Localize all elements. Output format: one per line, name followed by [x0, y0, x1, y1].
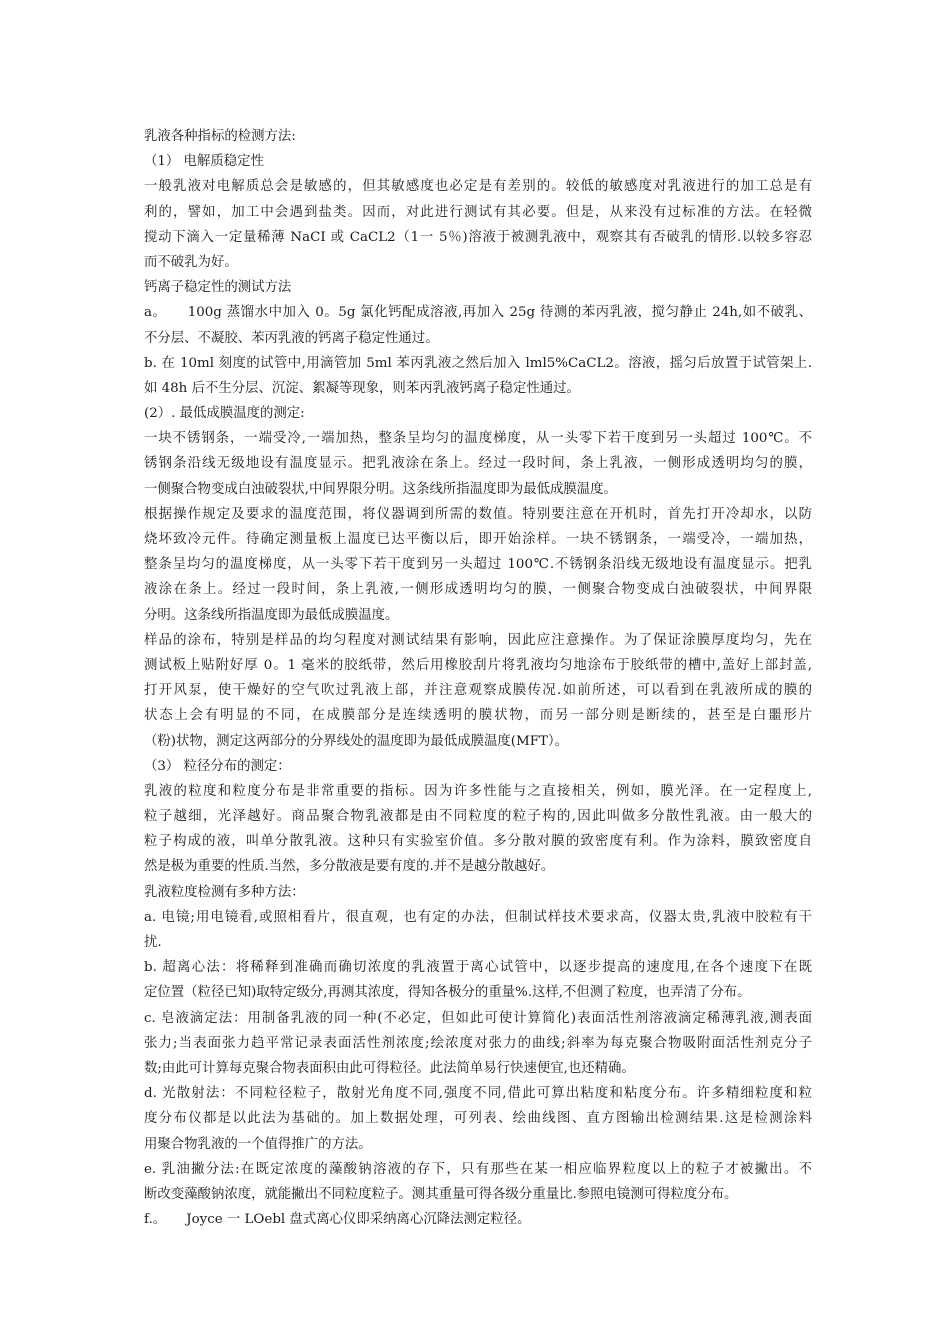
paragraph-line: 测试板上贴附好厚 0。1 毫米的胶纸带，然后用橡胶刮片将乳液均匀地涂布于胶纸带的槽中,盖好上部封盖,: [144, 657, 812, 673]
section-heading: （1） 电解质稳定性: [144, 154, 264, 170]
paragraph-line: c. 皂液滴定法：用制备乳液的同一种(不必定，但如此可使计算简化)表面活性剂溶液滴定稀薄乳液,测表面: [144, 1010, 812, 1026]
paragraph-line: 打开风泵，使干燥好的空气吹过乳液上部，并注意观察成膜传况.如前所述，可以看到在乳液所成的膜的: [144, 683, 812, 699]
paragraph-line: f.。 Joyce 一 LOebl 盘式离心仪即采纳离心沉降法测定粒径。: [144, 1212, 531, 1228]
paragraph-line: 数;由此可计算每克聚合物表面积由此可得粒径。此法简单易行快速便宜,也还精确。: [144, 1060, 635, 1076]
paragraph-line: 断改变藻酸钠浓度，就能撇出不同粒度粒子。测其重量可得各级分重量比.参照电镜测可得粒度分布。: [144, 1186, 738, 1202]
paragraph-line: 烧坏致冷元件。待确定测量板上温度已达平衡以后，即开始涂样。一块不锈钢条，一端受冷，一端加热，: [144, 532, 812, 547]
section-heading: （3） 粒径分布的测定：: [144, 758, 291, 774]
paragraph-line: 定位置（粒径已知)取特定级分,再测其浓度，得知各极分的重量%.这样,不但测了粒度，也弄清了分布。: [144, 985, 751, 1001]
paragraph-line: b. 超离心法：将稀释到准确而确切浓度的乳液置于离心试管中，以逐步提高的速度甩,在各个速度下在既: [144, 960, 812, 976]
paragraph-line: 液涂在条上。经过一段时间，条上乳液,一侧形成透明均匀的膜，一侧聚合物变成白浊破裂状，中间界限: [144, 582, 812, 598]
paragraph-line: a. 电镜;用电镜看,或照相看片，很直观，也有定的办法，但制试样技术要求高，仪器太贵,乳液中胶粒有干: [144, 909, 812, 925]
paragraph-line: a。 100g 蒸馏水中加入 0。5g 氯化钙配成溶液,再加入 25g 待测的苯丙乳液，搅匀静止 24h,如不破乳、: [144, 305, 812, 321]
paragraph-line: e. 乳油撇分法:在既定浓度的藻酸钠溶液的存下，只有那些在某一相应临界粒度以上的粒子才被撇出。不: [144, 1161, 812, 1177]
section-heading: 钙离子稳定性的测试方法: [144, 280, 292, 296]
section-heading: 乳液粒度检测有多种方法：: [144, 884, 305, 900]
paragraph-line: 一块不锈钢条，一端受冷,一端加热，整条呈均匀的温度梯度，从一头零下若干度到另一头超过 100℃。不: [144, 431, 812, 447]
paragraph-line: 张力;当表面张力趋平常记录表面活性剂浓度;绘浓度对张力的曲线;斜率为每克聚合物吸附面活性剂克分子: [144, 1035, 812, 1051]
paragraph-line: 分明。这条线所指温度即为最低成膜温度。: [144, 607, 399, 623]
paragraph-line: 样品的涂布，特别是样品的均匀程度对测试结果有影响，因此应注意操作。为了保证涂膜厚度均匀，先在: [144, 632, 812, 648]
section-heading: (2）. 最低成膜温度的测定:: [144, 406, 305, 422]
paragraph-line: （粉)状物，测定这两部分的分界线处的温度即为最低成膜温度(MFT）。: [144, 733, 569, 749]
paragraph-line: 搅动下滴入一定量稀薄 NaCI 或 CaCL2（1一 5％)溶液于被测乳液中，观察其有否破乳的情形.以较多容忍: [144, 229, 812, 245]
paragraph-line: 然是极为重要的性质.当然，多分散液是要有度的.并不是越分散越好。: [144, 859, 555, 875]
paragraph-line: 状态上会有明显的不同，在成膜部分是连续透明的膜状物，而另一部分则是断续的，甚至是白噩形片: [144, 708, 812, 724]
paragraph-line: 根据操作规定及要求的温度范围，将仪器调到所需的数值。特别要注意在开机时，首先打开冷却水，以防: [144, 506, 812, 522]
paragraph-line: 扰.: [144, 935, 162, 950]
paragraph-line: 一般乳液对电解质总会是敏感的，但其敏感度也必定是有差别的。较低的敏感度对乳液进行的加工总是有: [144, 179, 812, 195]
paragraph-line: 乳液的粒度和粒度分布是非常重要的指标。因为许多性能与之直接相关，例如，膜光泽。在一定程度上,: [144, 783, 812, 799]
paragraph-line: 如 48h 后不生分层、沉淀、絮凝等现象，则苯丙乳液钙离子稳定性通过。: [144, 380, 580, 396]
document-title: 乳液各种指标的检测方法:: [144, 129, 296, 144]
paragraph-line: 度分布仪都是以此法为基础的。加上数据处理，可列表、绘曲线图、直方图输出检测结果.这是检测涂料: [144, 1111, 812, 1127]
paragraph-line: 一侧聚合物变成白浊破裂状,中间界限分明。这条线所指温度即为最低成膜温度。: [144, 481, 617, 497]
paragraph-line: 不分层、不凝胶、苯丙乳液的钙离子稳定性通过。: [144, 330, 439, 346]
paragraph-line: 粒子构成的液，叫单分散乳液。这种只有实验室价值。多分散对膜的致密度有利。作为涂料，膜致密度自: [144, 834, 812, 850]
paragraph-line: 整条呈均匀的温度梯度，从一头零下若干度到另一头超过 100℃.不锈钢条沿线无级地设有温度显示。把乳: [144, 557, 812, 573]
paragraph-line: d. 光散射法：不同粒径粒子，散射光角度不同,强度不同,借此可算出粘度和粘度分布。许多精细粒度和粒: [144, 1086, 812, 1102]
paragraph-line: b. 在 10ml 刻度的试管中,用滴管加 5ml 苯丙乳液之然后加入 lml5%CaCL2。溶液，摇匀后放置于试管架上.: [144, 355, 812, 371]
document-page: [144, 124, 812, 1232]
paragraph-line: 粒子越细，光泽越好。商品聚合物乳液都是由不同粒度的粒子构的,因此叫做多分散性乳液。由一般大的: [144, 809, 812, 825]
paragraph-line: 锈钢条沿线无级地设有温度显示。把乳液涂在条上。经过一段时间，条上乳液，一侧形成透明均匀的膜，: [144, 456, 812, 472]
paragraph-line: 利的，譬如，加工中会遇到盐类。因而，对此进行测试有其必要。但是，从来没有过标准的方法。在轻微: [144, 204, 812, 220]
paragraph-line: 而不破乳为好。: [144, 254, 238, 270]
paragraph-line: 用聚合物乳液的一个值得推广的方法。: [144, 1136, 372, 1152]
